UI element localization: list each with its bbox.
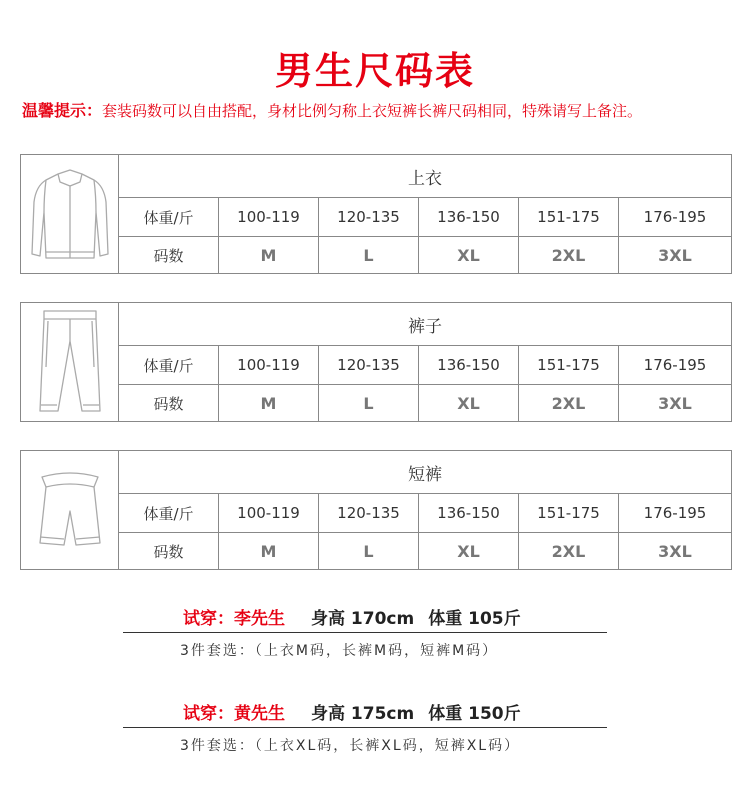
weight-label: 体重/斤 <box>119 198 219 236</box>
trial-person: 试穿：黄先生 <box>183 704 285 724</box>
jacket-image <box>21 155 119 273</box>
pants-icon <box>28 307 112 417</box>
size-cell: L <box>319 385 419 421</box>
size-cell: XL <box>419 385 519 421</box>
weight-cell: 151-175 <box>519 198 619 236</box>
notice-label: 温馨提示： <box>22 101 103 120</box>
trial-height: 身高 170cm <box>311 609 415 629</box>
size-cell: 2XL <box>519 237 619 273</box>
trial-person: 试穿：李先生 <box>183 609 285 629</box>
weight-cell: 120-135 <box>319 346 419 384</box>
size-label: 码数 <box>119 533 219 569</box>
size-cell: 2XL <box>519 533 619 569</box>
page-title: 男生尺码表 <box>274 49 475 93</box>
weight-label: 体重/斤 <box>119 494 219 532</box>
size-cell: 3XL <box>658 393 692 413</box>
divider <box>123 727 607 728</box>
size-cell: M <box>219 533 319 569</box>
size-label: 码数 <box>119 237 219 273</box>
size-cell: L <box>319 533 419 569</box>
jacket-icon <box>28 162 112 266</box>
weight-row <box>119 346 731 385</box>
notice-text: 套装码数可以自由搭配，身材比例匀称上衣短裤长裤尺码相同，特殊请写上备注。 <box>102 102 643 120</box>
weight-cell: 100-119 <box>219 346 319 384</box>
size-cell: XL <box>419 533 519 569</box>
size-row <box>119 385 731 421</box>
weight-cell: 176-195 <box>643 356 707 374</box>
trial-height: 身高 175cm <box>311 704 415 724</box>
weight-cell: 120-135 <box>319 494 419 532</box>
size-table-pants <box>20 302 732 422</box>
size-cell: L <box>319 237 419 273</box>
notice <box>22 98 642 121</box>
trial-combo: 3件套选：（上衣XL码，长裤XL码，短裤XL码） <box>180 738 521 754</box>
table-heading: 上衣 <box>119 155 731 198</box>
trial-weight: 体重 150斤 <box>428 704 521 724</box>
size-row <box>119 237 731 273</box>
weight-cell: 151-175 <box>519 346 619 384</box>
weight-cell: 100-119 <box>219 198 319 236</box>
shorts-image <box>21 451 119 569</box>
size-table-top <box>20 154 732 274</box>
size-cell: 2XL <box>519 385 619 421</box>
weight-cell: 136-150 <box>419 494 519 532</box>
weight-cell: 176-195 <box>643 504 707 522</box>
weight-cell: 176-195 <box>643 208 707 226</box>
weight-cell: 136-150 <box>419 198 519 236</box>
size-cell: M <box>219 237 319 273</box>
weight-row <box>119 198 731 237</box>
table-heading: 裤子 <box>119 303 731 346</box>
pants-image <box>21 303 119 421</box>
shorts-icon <box>28 465 112 555</box>
size-table-shorts <box>20 450 732 570</box>
weight-row <box>119 494 731 533</box>
weight-cell: 100-119 <box>219 494 319 532</box>
weight-label: 体重/斤 <box>119 346 219 384</box>
size-cell: 3XL <box>658 245 692 265</box>
trial-weight: 体重 105斤 <box>428 609 521 629</box>
table-heading: 短裤 <box>119 451 731 494</box>
divider <box>123 632 607 633</box>
size-row <box>119 533 731 569</box>
weight-cell: 136-150 <box>419 346 519 384</box>
size-cell: XL <box>419 237 519 273</box>
trial-summary <box>183 699 521 724</box>
size-label: 码数 <box>119 385 219 421</box>
weight-cell: 151-175 <box>519 494 619 532</box>
size-cell: M <box>219 385 319 421</box>
weight-cell: 120-135 <box>319 198 419 236</box>
trial-summary <box>183 604 521 629</box>
size-cell: 3XL <box>658 541 692 561</box>
trial-combo: 3件套选：（上衣M码，长裤M码，短裤M码） <box>180 643 499 659</box>
